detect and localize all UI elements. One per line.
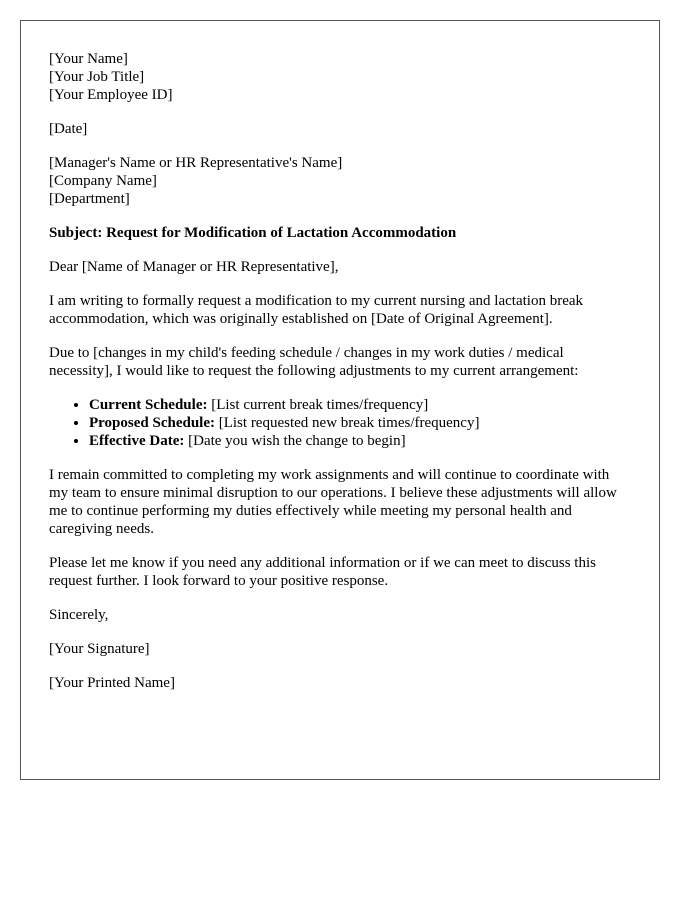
list-item [89, 432, 631, 450]
recipient-company: [Company Name] [49, 173, 157, 189]
printed-name-placeholder: [Your Printed Name] [49, 675, 175, 691]
reason-paragraph: Due to [changes in my child's feeding schedule / changes in my work duties / medical necessity], I would like to request the following adjustments to my current arrangement: [49, 345, 579, 379]
salutation: Dear [Name of Manager or HR Representative], [49, 259, 339, 275]
sender-block [49, 50, 631, 104]
signature-placeholder: [Your Signature] [49, 641, 150, 657]
letter-date: [Date] [49, 121, 88, 137]
sender-name: [Your Name] [49, 51, 128, 67]
adjustment-label: Current Schedule: [89, 397, 208, 413]
closing-paragraph: Please let me know if you need any additional information or if we can meet to discuss this request further. I look forward to your positive response. [49, 555, 596, 589]
intro-paragraph: I am writing to formally request a modification to my current nursing and lactation break accommodation, which was originally established on [Date of Original Agreement]. [49, 293, 584, 327]
adjustment-value: [List requested new break times/frequency] [214, 415, 480, 431]
recipient-name: [Manager's Name or HR Representative's Name] [49, 155, 343, 171]
signoff: Sincerely, [49, 607, 109, 623]
commitment-paragraph: I remain committed to completing my work assignments and will continue to coordinate with my team to ensure minimal disruption to our operations. I believe these adjustments will allow me to continue performing my duties effectively while meeting my personal health and caregiving needs. [49, 467, 617, 537]
list-item [89, 396, 631, 414]
sender-employee-id: [Your Employee ID] [49, 87, 173, 103]
adjustment-label: Proposed Schedule: [89, 415, 215, 431]
adjustments-list [49, 396, 631, 450]
adjustment-value: [Date you wish the change to begin] [184, 433, 406, 449]
recipient-department: [Department] [49, 191, 130, 207]
adjustment-label: Effective Date: [89, 433, 185, 449]
sender-job-title: [Your Job Title] [49, 69, 145, 85]
adjustment-value: [List current break times/frequency] [207, 397, 429, 413]
letter-page [20, 20, 660, 780]
subject-line: Subject: Request for Modification of Lactation Accommodation [49, 225, 457, 241]
recipient-block [49, 154, 631, 208]
list-item [89, 414, 631, 432]
